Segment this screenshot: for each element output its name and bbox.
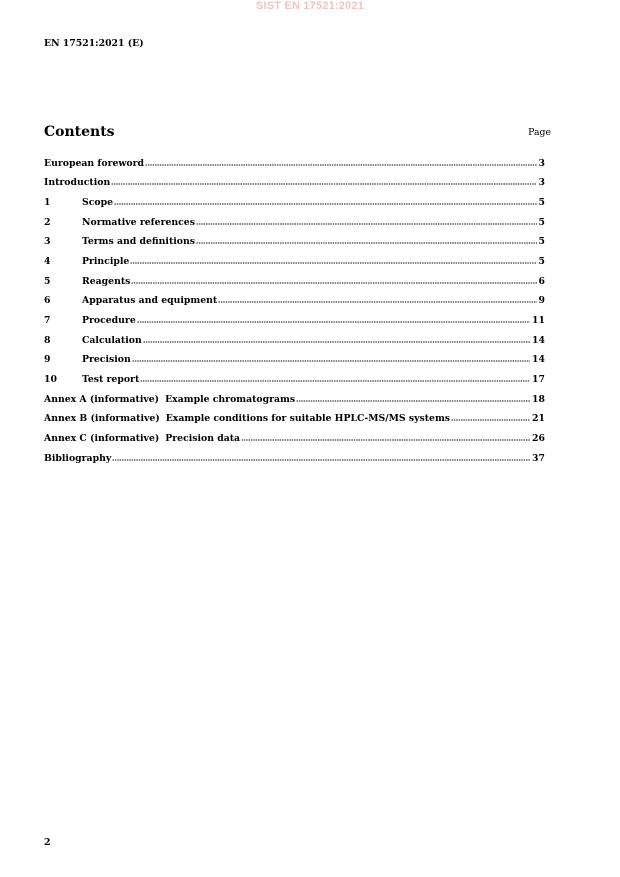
toc-entry-title: Example chromatograms: [165, 393, 296, 405]
toc-entry-page: 3: [538, 157, 545, 169]
toc-entry-number: 5: [44, 275, 51, 287]
toc-entry-number: 3: [44, 236, 51, 248]
toc-entry-page: 5: [538, 216, 545, 228]
toc-annex-label: Annex C (informative): [44, 433, 160, 445]
toc-entry-precision[interactable]: [44, 350, 545, 370]
footer-page-number: 2: [44, 837, 51, 848]
toc-entry-title: Bibliography: [44, 452, 112, 464]
toc-leader-dots: [112, 459, 530, 461]
toc-leader-dots: [218, 301, 536, 303]
toc-entry-bibliography[interactable]: [44, 449, 545, 469]
toc-entry-page: 5: [538, 236, 545, 248]
toc-entry-page: 3: [538, 177, 545, 189]
toc-entry-principle[interactable]: [44, 252, 545, 272]
toc-entry-title: Precision: [82, 354, 131, 366]
toc-entry-normative-references[interactable]: [44, 213, 545, 233]
toc-entry-number: 6: [44, 295, 51, 307]
toc-entry-title: Calculation: [82, 334, 142, 346]
toc-annex-label: Annex A (informative): [44, 393, 160, 405]
toc-leader-dots: [143, 341, 530, 343]
toc-entry-number: 10: [44, 374, 57, 386]
toc-entry-annex-a[interactable]: [44, 390, 545, 410]
toc-entry-apparatus-and-equipment[interactable]: [44, 291, 545, 311]
toc-leader-dots: [145, 164, 537, 166]
toc-entry-page: 14: [532, 354, 545, 366]
toc-entry-page: 18: [532, 393, 545, 405]
toc-entry-procedure[interactable]: [44, 311, 545, 331]
toc-entry-page: 9: [538, 295, 545, 307]
toc-entry-number: 4: [44, 255, 51, 267]
toc-entry-page: 5: [538, 255, 545, 267]
toc-leader-dots: [451, 419, 530, 421]
toc-leader-dots: [111, 183, 536, 185]
toc-leader-dots: [114, 203, 537, 205]
toc-entry-number: 9: [44, 354, 51, 366]
toc-entry-title: Principle: [82, 255, 130, 267]
toc-entry-title: Example conditions for suitable HPLC-MS/MS systems: [165, 413, 451, 425]
contents-heading: Contents: [44, 124, 115, 140]
toc-entry-number: 2: [44, 216, 51, 228]
toc-entry-number: 8: [44, 334, 51, 346]
toc-entry-test-report[interactable]: [44, 370, 545, 390]
toc-entry-european-foreword[interactable]: [44, 154, 545, 174]
toc-entry-page: 11: [532, 315, 545, 326]
toc-entry-calculation[interactable]: [44, 331, 545, 351]
document-id-header: EN 17521:2021 (E): [44, 38, 144, 49]
toc-entry-page: 26: [532, 433, 545, 445]
toc-leader-dots: [132, 360, 530, 362]
toc-leader-dots: [296, 400, 530, 402]
toc-leader-dots: [131, 282, 536, 284]
toc-entry-annex-c[interactable]: [44, 429, 545, 449]
toc-entry-scope[interactable]: [44, 193, 545, 213]
toc-entry-title: Precision data: [165, 433, 241, 445]
toc-leader-dots: [241, 439, 530, 441]
toc-entry-number: 1: [44, 196, 51, 208]
toc-entry-annex-b[interactable]: [44, 409, 545, 429]
page-column-label: Page: [528, 127, 551, 138]
toc-entry-title: European foreword: [44, 157, 144, 169]
toc-entry-page: 5: [538, 196, 545, 208]
toc-entry-page: 14: [532, 334, 545, 346]
toc-entry-title: Terms and definitions: [82, 236, 195, 248]
toc-entry-introduction[interactable]: [44, 173, 545, 193]
toc-entry-title: Scope: [82, 196, 113, 208]
toc-entry-page: 37: [532, 452, 545, 464]
toc-entry-title: Reagents: [82, 275, 131, 287]
toc-entry-page: 21: [532, 413, 545, 425]
toc-leader-dots: [137, 321, 530, 323]
toc-leader-dots: [130, 262, 536, 264]
table-of-contents: [44, 154, 545, 469]
toc-entry-title: Test report: [82, 374, 140, 386]
toc-leader-dots: [196, 223, 537, 225]
toc-entry-title: Apparatus and equipment: [82, 295, 218, 307]
watermark: SIST EN 17521:2021: [255, 0, 365, 12]
toc-entry-title: Introduction: [44, 177, 111, 189]
toc-entry-reagents[interactable]: [44, 272, 545, 292]
toc-entry-page: 17: [532, 374, 545, 386]
toc-entry-page: 6: [538, 275, 545, 287]
toc-leader-dots: [196, 242, 537, 244]
toc-annex-label: Annex B (informative): [44, 413, 160, 425]
toc-entry-number: 7: [44, 315, 51, 326]
toc-entry-terms-and-definitions[interactable]: [44, 232, 545, 252]
toc-entry-title: Normative references: [82, 216, 195, 228]
toc-entry-title: Procedure: [82, 315, 136, 326]
toc-leader-dots: [140, 380, 530, 382]
